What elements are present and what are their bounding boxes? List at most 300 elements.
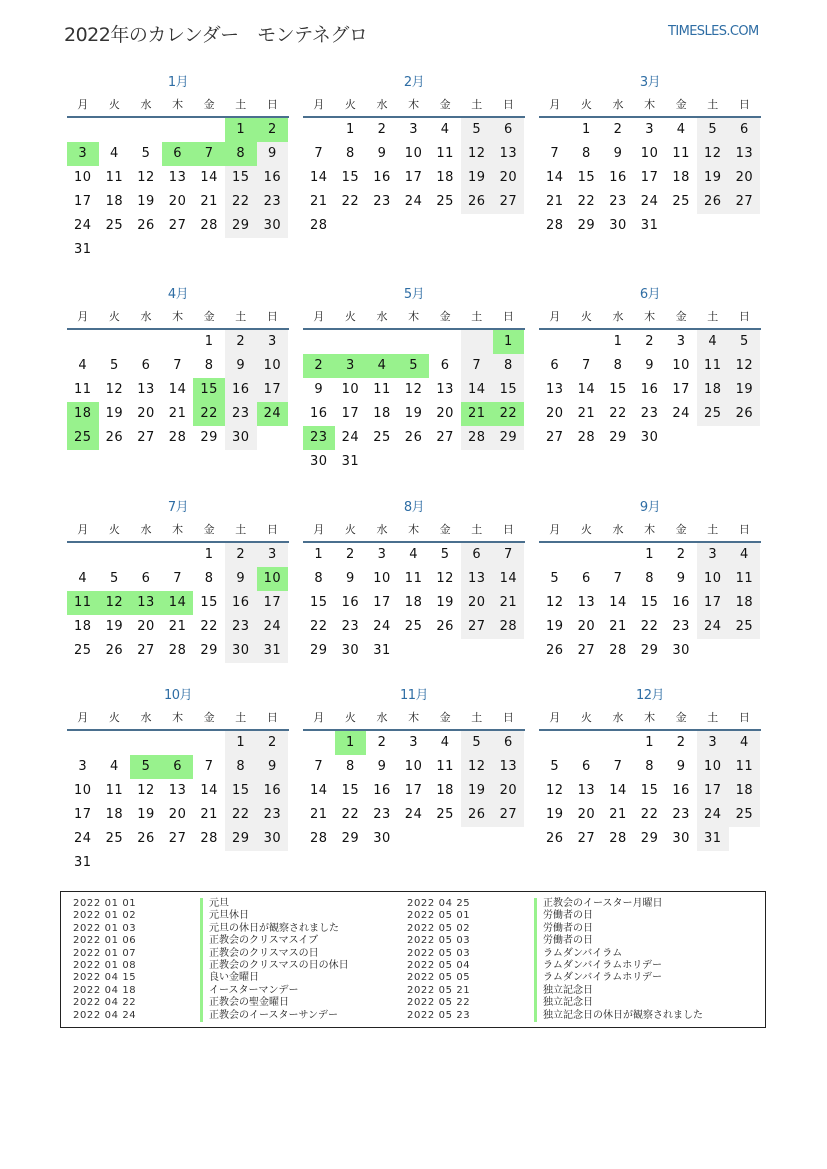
weekday-label: 日 [738,523,750,536]
day-cell: 3 [257,330,289,354]
day-cell: 4 [78,358,88,373]
day-cell: 6 [493,731,525,755]
weekday-label: 日 [266,98,278,111]
weekday-label: 金 [203,98,215,111]
weekday-label: 水 [140,711,152,724]
holiday-date: 2022 05 21 [407,984,471,996]
weekday-label: 日 [738,711,750,724]
day-cell: 11 [67,591,99,615]
weekday-label: 木 [408,310,420,323]
day-cell: 20 [461,591,493,615]
day-cell: 10 [404,759,423,774]
empty-day-cell [571,731,603,755]
day-cell: 26 [404,430,423,445]
day-cell: 22 [225,803,257,827]
week-row [67,190,289,214]
week-row [67,731,289,755]
week-row [303,567,525,591]
weekday-header [539,707,761,729]
day-cell: 6 [461,543,493,567]
day-cell: 27 [137,643,155,658]
day-cell: 20 [729,166,761,190]
month-title: 12月 [635,688,665,703]
day-cell: 25 [729,803,761,827]
day-cell: 19 [137,807,155,822]
day-cell: 25 [105,218,124,233]
day-cell: 20 [493,779,525,803]
day-cell: 22 [640,619,659,634]
day-cell: 4 [697,330,729,354]
day-cell: 21 [493,591,525,615]
empty-day-cell [130,851,162,875]
empty-day-cell [67,731,99,755]
holiday-date: 2022 01 02 [73,910,137,922]
weekday-label: 火 [344,98,356,111]
weekday-header [539,519,761,541]
holiday-date: 2022 04 18 [73,984,137,996]
day-cell: 24 [672,406,690,421]
day-cell: 1 [204,547,214,562]
empty-day-cell [99,118,131,142]
month-7 [67,497,289,663]
day-cell: 16 [225,591,257,615]
day-cell: 26 [137,218,155,233]
day-cell: 6 [162,755,194,779]
day-cell: 3 [377,547,387,562]
week-row [539,330,761,354]
weekday-label: 木 [408,711,420,724]
day-cell: 4 [409,547,418,562]
day-cell: 12 [404,382,423,397]
week-row [539,354,761,378]
holiday-date: 2022 01 01 [73,898,137,909]
weekday-label: 土 [707,523,719,536]
day-cell: 28 [168,430,187,445]
day-cell: 16 [672,783,690,798]
day-cell: 21 [609,619,627,634]
day-cell: 19 [105,406,124,421]
day-cell: 7 [582,358,591,373]
day-cell: 24 [257,615,289,639]
day-cell: 25 [67,426,99,450]
empty-day-cell [225,851,257,875]
site-link[interactable]: TIMESLES.COM [668,24,759,39]
day-cell: 24 [697,615,729,639]
week-row [303,591,525,615]
day-cell: 9 [676,571,686,586]
day-cell: 2 [346,547,355,562]
month-title: 2月 [403,75,425,90]
empty-day-cell [398,330,430,354]
day-cell: 27 [729,190,761,214]
weekday-label: 木 [644,310,656,323]
day-cell: 18 [67,402,99,426]
month-5 [303,284,525,474]
day-grid [67,330,289,450]
day-cell: 18 [697,378,729,402]
day-cell: 19 [105,619,124,634]
week-row [539,426,761,450]
day-cell: 15 [577,170,596,185]
day-cell: 5 [130,755,162,779]
empty-day-cell [303,118,335,142]
empty-day-cell [665,214,697,238]
day-cell: 14 [577,382,596,397]
day-cell: 28 [461,426,493,450]
day-cell: 7 [613,759,623,774]
day-cell: 14 [200,170,218,185]
day-cell: 16 [310,406,328,421]
empty-day-cell [162,330,194,354]
day-cell: 13 [729,142,761,166]
weekday-label: 土 [235,310,247,323]
empty-day-cell [398,214,430,238]
day-cell: 1 [645,735,654,750]
day-cell: 29 [310,643,328,658]
weekday-label: 土 [235,523,247,536]
empty-day-cell [193,118,225,142]
day-cell: 14 [609,783,627,798]
week-row [67,166,289,190]
day-cell: 5 [697,118,729,142]
day-cell: 16 [373,783,391,798]
day-cell: 2 [676,735,686,750]
empty-day-cell [539,118,571,142]
day-cell: 1 [346,122,355,137]
empty-day-cell [99,238,131,262]
day-cell: 28 [609,643,627,658]
day-cell: 14 [162,591,194,615]
week-row [303,827,525,851]
day-cell: 20 [168,194,187,209]
day-cell: 25 [74,643,92,658]
month-title: 8月 [403,500,425,515]
empty-day-cell [461,827,493,851]
day-cell: 22 [341,807,360,822]
weekday-label: 木 [408,523,420,536]
empty-day-cell [539,330,571,354]
day-cell: 23 [257,803,289,827]
holiday-date: 2022 05 02 [407,922,471,934]
empty-day-cell [67,543,99,567]
weekday-label: 日 [738,98,750,111]
day-cell: 16 [341,595,360,610]
day-cell: 7 [193,142,225,166]
day-cell: 4 [440,735,450,750]
day-cell: 17 [257,591,289,615]
weekday-label: 火 [580,98,592,111]
day-cell: 20 [137,619,155,634]
day-cell: 4 [110,146,119,161]
day-cell: 12 [99,591,131,615]
day-cell: 8 [582,146,591,161]
day-cell: 22 [341,194,360,209]
weekday-label: 月 [549,98,561,111]
empty-day-cell [162,851,194,875]
weekday-label: 火 [108,523,120,536]
weekday-label: 木 [172,310,184,323]
empty-day-cell [429,450,461,474]
day-cell: 6 [162,142,194,166]
week-row [67,591,289,615]
day-cell: 11 [436,146,454,161]
day-cell: 8 [204,358,214,373]
weekday-label: 水 [612,98,624,111]
weekday-header [67,94,289,116]
empty-day-cell [429,214,461,238]
holiday-date: 2022 05 04 [407,959,471,971]
weekday-label: 水 [376,98,388,111]
weekday-label: 木 [172,98,184,111]
month-title: 5月 [403,287,425,302]
weekday-label: 木 [644,523,656,536]
day-cell: 13 [577,595,596,610]
weekday-header [539,306,761,328]
day-cell: 11 [672,146,690,161]
day-cell: 7 [204,759,214,774]
empty-day-cell [225,238,257,262]
day-cell: 29 [225,827,257,851]
week-row [303,450,525,474]
day-cell: 9 [225,354,257,378]
empty-day-cell [729,639,761,663]
empty-day-cell [461,639,493,663]
holiday-name: 元旦 [200,898,229,910]
holiday-name: 正教会の聖金曜日 [200,997,289,1009]
day-cell: 18 [729,779,761,803]
weekday-label: 木 [644,711,656,724]
day-cell: 29 [577,218,596,233]
day-cell: 26 [697,190,729,214]
day-cell: 3 [697,731,729,755]
week-row [303,543,525,567]
day-cell: 13 [130,591,162,615]
day-cell: 1 [613,334,623,349]
day-cell: 17 [74,194,92,209]
week-row [539,803,761,827]
day-cell: 21 [168,406,187,421]
empty-day-cell [303,731,335,755]
page-title: 2022年のカレンダー モンテネグロ [64,24,368,46]
day-cell: 30 [225,426,257,450]
day-cell: 19 [137,194,155,209]
day-cell: 5 [461,731,493,755]
day-cell: 7 [173,571,182,586]
holiday-name: ラムダンバイラムホリデー [534,972,662,984]
day-cell: 28 [310,831,328,846]
day-cell: 7 [550,146,560,161]
day-cell: 19 [697,166,729,190]
day-cell: 23 [373,807,391,822]
day-cell: 22 [493,402,525,426]
day-cell: 28 [168,643,187,658]
day-cell: 12 [697,142,729,166]
day-grid [539,731,761,851]
day-cell: 3 [78,759,88,774]
month-title: 7月 [167,500,189,515]
holiday-date: 2022 01 03 [73,922,137,934]
day-cell: 21 [577,406,596,421]
day-cell: 15 [341,783,360,798]
week-row [303,755,525,779]
holiday-name: イースターマンデー [200,985,299,997]
day-cell: 9 [645,358,654,373]
weekday-label: 土 [235,711,247,724]
day-cell: 3 [409,735,418,750]
empty-day-cell [729,426,761,450]
day-cell: 26 [461,190,493,214]
day-cell: 8 [225,142,257,166]
day-cell: 12 [546,783,564,798]
week-row [67,615,289,639]
day-cell: 8 [204,571,214,586]
week-row [303,142,525,166]
day-cell: 20 [436,406,454,421]
day-cell: 6 [141,571,151,586]
day-cell: 26 [546,831,564,846]
day-cell: 12 [436,571,454,586]
week-row [67,639,289,663]
empty-day-cell [461,330,493,354]
day-cell: 3 [257,543,289,567]
day-cell: 5 [461,118,493,142]
week-row [539,378,761,402]
day-cell: 17 [697,779,729,803]
day-cell: 11 [373,382,391,397]
day-cell: 10 [672,358,690,373]
weekday-label: 土 [471,523,483,536]
day-cell: 30 [310,454,328,469]
empty-day-cell [398,450,430,474]
holiday-date: 2022 01 07 [73,947,137,959]
day-cell: 17 [373,595,391,610]
day-cell: 24 [640,194,659,209]
month-title: 11月 [399,688,429,703]
weekday-label: 火 [344,310,356,323]
holiday-date: 2022 01 06 [73,935,137,947]
day-cell: 6 [493,118,525,142]
weekday-label: 木 [408,98,420,111]
day-cell: 2 [645,334,654,349]
day-cell: 1 [493,330,525,354]
empty-day-cell [99,731,131,755]
weekday-label: 火 [108,310,120,323]
empty-day-cell [697,639,729,663]
week-row [67,779,289,803]
day-cell: 24 [74,218,92,233]
day-cell: 9 [346,571,355,586]
weekday-label: 金 [675,523,687,536]
empty-day-cell [571,543,603,567]
day-cell: 27 [577,643,596,658]
day-cell: 29 [341,831,360,846]
empty-day-cell [602,543,634,567]
empty-day-cell [602,731,634,755]
day-cell: 25 [436,194,454,209]
day-cell: 14 [461,378,493,402]
weekday-label: 木 [644,98,656,111]
week-row [67,378,289,402]
holiday-name: 独立記念日 [534,997,593,1009]
weekday-label: 土 [707,310,719,323]
day-cell: 11 [729,567,761,591]
week-row [539,190,761,214]
holiday-date: 2022 05 01 [407,910,471,922]
day-cell: 6 [729,118,761,142]
empty-day-cell [130,238,162,262]
day-cell: 18 [404,595,423,610]
day-cell: 17 [404,783,423,798]
empty-day-cell [398,639,430,663]
weekday-label: 金 [439,310,451,323]
day-cell: 13 [137,382,155,397]
week-row [539,639,761,663]
week-row [67,214,289,238]
empty-day-cell [193,851,225,875]
day-cell: 11 [436,759,454,774]
day-cell: 12 [105,382,124,397]
weekday-label: 木 [172,711,184,724]
day-cell: 24 [74,831,92,846]
week-row [303,214,525,238]
month-12 [539,685,761,851]
holiday-date: 2022 05 23 [407,1009,471,1021]
day-cell: 2 [613,122,623,137]
week-row [303,190,525,214]
weekday-label: 日 [502,711,514,724]
day-cell: 22 [640,807,659,822]
day-cell: 24 [341,430,360,445]
day-cell: 9 [257,755,289,779]
day-cell: 12 [546,595,564,610]
day-cell: 27 [461,615,493,639]
day-cell: 23 [672,807,690,822]
day-grid [539,330,761,450]
holiday-name: ラムダンバイラムホリデー [534,960,662,972]
week-row [539,827,761,851]
weekday-label: 水 [140,98,152,111]
day-cell: 8 [613,358,623,373]
empty-day-cell [130,118,162,142]
month-4 [67,284,289,450]
weekday-label: 日 [502,310,514,323]
month-title: 10月 [163,688,193,703]
weekday-label: 火 [344,711,356,724]
day-cell: 26 [461,803,493,827]
weekday-label: 月 [77,523,89,536]
holiday-name: ラムダンバイラム [534,948,622,960]
day-cell: 13 [577,783,596,798]
day-cell: 13 [493,142,525,166]
weekday-header [539,94,761,116]
week-row [67,827,289,851]
holiday-name: 労働者の日 [534,923,593,935]
day-cell: 10 [697,567,729,591]
week-row [539,755,761,779]
day-cell: 18 [74,619,92,634]
week-row [67,567,289,591]
month-2 [303,72,525,238]
day-cell: 1 [645,547,654,562]
month-8 [303,497,525,663]
weekday-label: 土 [707,98,719,111]
day-cell: 26 [105,643,124,658]
day-cell: 9 [314,382,324,397]
empty-day-cell [193,731,225,755]
day-grid [303,543,525,663]
day-cell: 9 [377,759,387,774]
weekday-label: 水 [140,523,152,536]
